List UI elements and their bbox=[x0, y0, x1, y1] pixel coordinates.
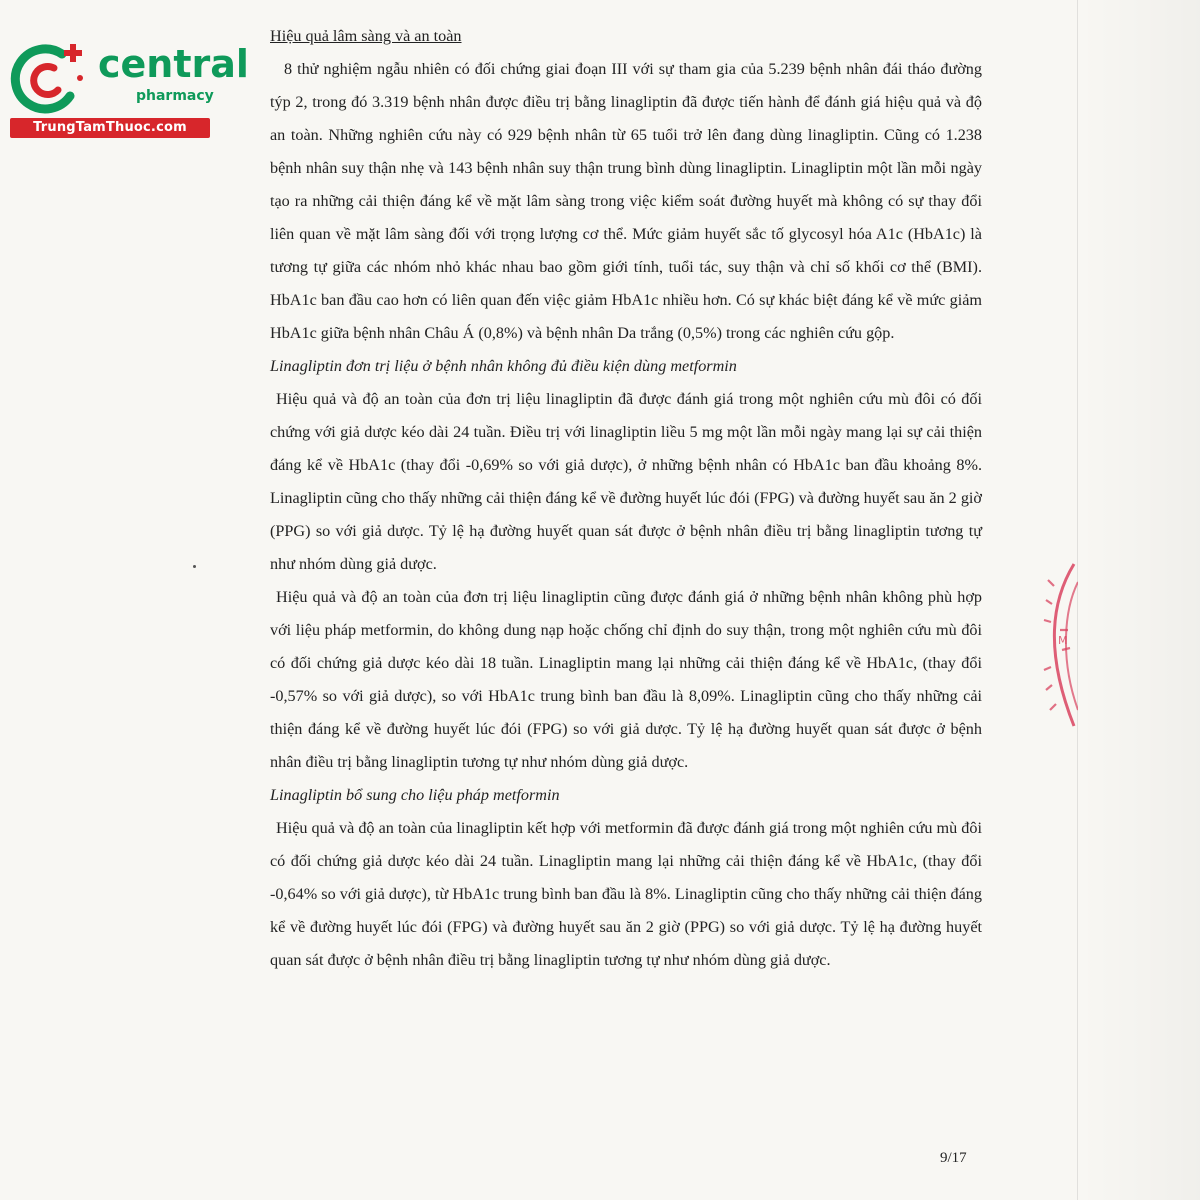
paragraph-add-on-metformin: Hiệu quả và độ an toàn của linagliptin kết hợp với metformin đã được đánh giá trong một nghiên cứu mù đôi có đối chứng giả dược kéo dài 24 tuần. Linagliptin mang lại những cải thiện đáng kể về HbA1c, (thay đổi -0,64% so với giả dược), từ HbA1c trung bình ban đầu là 8%. Linagliptin cũng cho thấy những cải thiện đáng kể về đường huyết lúc đói (FPG) và đường huyết sau ăn 2 giờ (PPG) so với giả dược. Tỷ lệ hạ đường huyết quan sát được ở bệnh nhân điều trị bằng linagliptin tương tự như nhóm dùng giả dược. bbox=[270, 819, 982, 969]
svg-text:M: M bbox=[1058, 634, 1068, 647]
paragraph-overview: 8 thử nghiệm ngẫu nhiên có đối chứng giai đoạn III với sự tham gia của 5.239 bệnh nhân đái tháo đường týp 2, trong đó 3.319 bệnh nhân được điều trị bằng linagliptin đã được tiến hành để đánh giá hiệu quả và độ an toàn. Những nghiên cứu này có 929 bệnh nhân từ 65 tuổi trở lên đang dùng linagliptin. Cũng có 1.238 bệnh nhân suy thận nhẹ và 143 bệnh nhân suy thận trung bình dùng linagliptin. Linagliptin một lần mỗi ngày tạo ra những cải thiện đáng kể về mặt lâm sàng trong việc kiểm soát đường huyết mà không có sự thay đổi liên quan về mặt lâm sàng đối với trọng lượng cơ thể. Mức giảm huyết sắc tố glycosyl hóa A1c (HbA1c) là tương tự giữa các nhóm nhỏ khác nhau bao gồm giới tính, tuổi tác, suy thận và chỉ số khối cơ thể (BMI). HbA1c ban đầu cao hơn có liên quan đến việc giảm HbA1c nhiều hơn. Có sự khác biệt đáng kể về mức giảm HbA1c giữa bệnh nhân Châu Á (0,8%) và bệnh nhân Da trắng (0,5%) trong các nghiên cứu gộp. bbox=[270, 60, 982, 342]
paragraph-monotherapy-18w: Hiệu quả và độ an toàn của đơn trị liệu linagliptin cũng được đánh giá ở những bệnh nhân không phù hợp với liệu pháp metformin, do không dung nạp hoặc chống chỉ định do suy thận, trong một nghiên cứu mù đôi có đối chứng giả dược kéo dài 18 tuần. Linagliptin mang lại những cải thiện đáng kể về HbA1c, (thay đổi -0,57% so với giả dược), so với HbA1c trung bình ban đầu là 8,09%. Linagliptin cũng cho thấy những cải thiện đáng kể về đường huyết lúc đói (FPG) so với giả dược. Tỷ lệ hạ đường huyết quan sát được ở bệnh nhân điều trị bằng linagliptin tương tự như nhóm dùng giả dược. bbox=[270, 588, 982, 771]
central-pharmacy-logo[interactable] bbox=[10, 38, 249, 138]
central-pharmacy-logo-icon bbox=[10, 38, 92, 120]
section-heading-clinical-efficacy: Hiệu quả lâm sàng và an toàn bbox=[270, 27, 462, 45]
logo-sub-text: pharmacy bbox=[136, 88, 214, 104]
paragraph-monotherapy-24w: Hiệu quả và độ an toàn của đơn trị liệu linagliptin đã được đánh giá trong một nghiên cứu mù đôi có đối chứng với giả dược kéo dài 24 tuần. Điều trị với linagliptin liều 5 mg một lần mỗi ngày mang lại sự cải thiện đáng kể về HbA1c (thay đổi -0,69% so với giả dược), ở những bệnh nhân có HbA1c ban đầu khoảng 8%. Linagliptin cũng cho thấy những cải thiện đáng kể về đường huyết lúc đói (FPG) và đường huyết sau ăn 2 giờ (PPG) so với giả dược. Tỷ lệ hạ đường huyết quan sát được ở bệnh nhân điều trị bằng linagliptin tương tự như nhóm dùng giả dược. bbox=[270, 390, 982, 573]
red-stamp-fragment-icon bbox=[1038, 560, 1078, 730]
section-heading-monotherapy: Linagliptin đơn trị liệu ở bệnh nhân không đủ điều kiện dùng metformin bbox=[270, 357, 737, 375]
logo-brand-text: central bbox=[98, 42, 249, 86]
page-number: 9/17 bbox=[940, 1150, 967, 1166]
logo-banner: TrungTamThuoc.com bbox=[10, 118, 210, 138]
section-heading-add-on-metformin: Linagliptin bổ sung cho liệu pháp metformin bbox=[270, 786, 560, 804]
document-body bbox=[270, 20, 982, 977]
scan-speck bbox=[193, 565, 196, 568]
page-edge-shadow bbox=[1080, 0, 1200, 1200]
